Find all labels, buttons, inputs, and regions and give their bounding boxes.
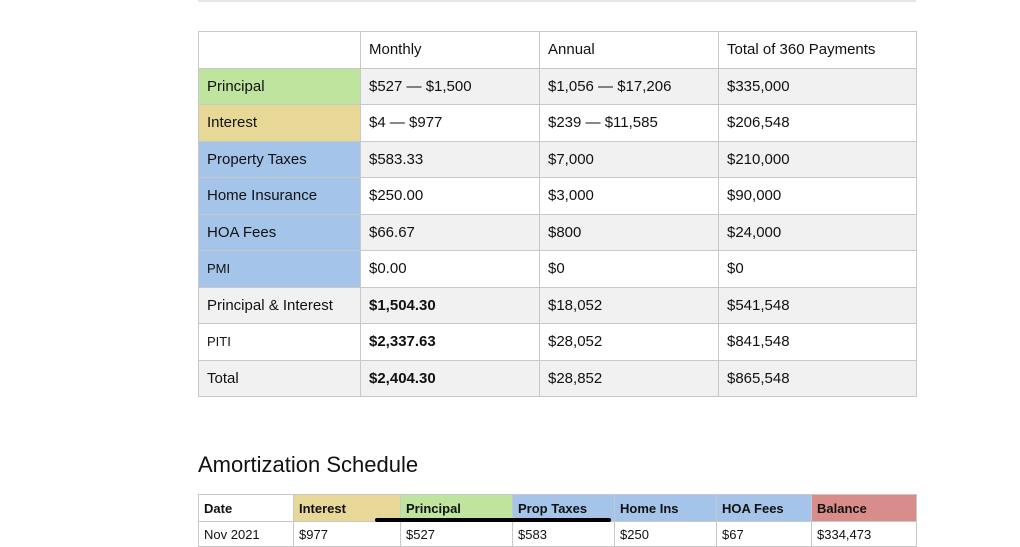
table-row: [199, 324, 917, 361]
total-cell: $90,000: [719, 178, 917, 215]
header-home-ins: Home Ins: [615, 495, 717, 522]
annual-cell: $28,852: [540, 360, 719, 397]
monthly-cell: $4 — $977: [361, 105, 540, 142]
monthly-cell: $66.67: [361, 214, 540, 251]
row-label: Home Insurance: [199, 178, 361, 215]
header-date: Date: [199, 495, 294, 522]
row-label: Interest: [199, 105, 361, 142]
monthly-cell: $2,404.30: [361, 360, 540, 397]
balance-cell: $334,473: [812, 522, 917, 547]
monthly-cell: $250.00: [361, 178, 540, 215]
monthly-cell: $2,337.63: [361, 324, 540, 361]
header-interest: Interest: [294, 495, 401, 522]
table-row: [199, 68, 917, 105]
monthly-cell: $0.00: [361, 251, 540, 288]
principal-cell: $527: [401, 522, 513, 547]
annual-cell: $18,052: [540, 287, 719, 324]
table-header-row: [199, 32, 917, 69]
monthly-cell: $1,504.30: [361, 287, 540, 324]
header-cell: [199, 32, 361, 69]
table-row: [199, 105, 917, 142]
annual-cell: $7,000: [540, 141, 719, 178]
monthly-cell: $583.33: [361, 141, 540, 178]
total-cell: $206,548: [719, 105, 917, 142]
home-ins-cell: $250: [615, 522, 717, 547]
total-cell: $865,548: [719, 360, 917, 397]
table-row: [199, 214, 917, 251]
header-total: Total of 360 Payments: [719, 32, 917, 69]
row-label: Principal & Interest: [199, 287, 361, 324]
payment-summary-table: [198, 31, 917, 397]
annual-cell: $239 — $11,585: [540, 105, 719, 142]
annual-cell: $3,000: [540, 178, 719, 215]
interest-cell: $977: [294, 522, 401, 547]
table-row: [199, 141, 917, 178]
table-row: [199, 178, 917, 215]
annual-cell: $1,056 — $17,206: [540, 68, 719, 105]
total-cell: $841,548: [719, 324, 917, 361]
total-cell: $24,000: [719, 214, 917, 251]
row-label: PMI: [199, 251, 361, 288]
total-cell: $210,000: [719, 141, 917, 178]
monthly-cell: $527 — $1,500: [361, 68, 540, 105]
date-cell: Nov 2021: [199, 522, 294, 547]
total-cell: $335,000: [719, 68, 917, 105]
row-label: Total: [199, 360, 361, 397]
divider: [198, 0, 916, 2]
total-cell: $541,548: [719, 287, 917, 324]
table-row: [199, 251, 917, 288]
header-balance: Balance: [812, 495, 917, 522]
annual-cell: $0: [540, 251, 719, 288]
horizontal-scrollbar[interactable]: [375, 518, 611, 522]
hoa-fees-cell: $67: [717, 522, 812, 547]
header-hoa-fees: HOA Fees: [717, 495, 812, 522]
annual-cell: $28,052: [540, 324, 719, 361]
row-label: Principal: [199, 68, 361, 105]
header-monthly: Monthly: [361, 32, 540, 69]
row-label: HOA Fees: [199, 214, 361, 251]
header-prop-taxes: Prop Taxes: [513, 495, 615, 522]
header-principal: Principal: [401, 495, 513, 522]
header-annual: Annual: [540, 32, 719, 69]
table-row: [199, 360, 917, 397]
amortization-title: Amortization Schedule: [198, 452, 419, 477]
row-label: Property Taxes: [199, 141, 361, 178]
annual-cell: $800: [540, 214, 719, 251]
row-label: PITI: [199, 324, 361, 361]
prop-taxes-cell: $583: [513, 522, 615, 547]
total-cell: $0: [719, 251, 917, 288]
table-row: [199, 522, 917, 547]
table-row: [199, 287, 917, 324]
